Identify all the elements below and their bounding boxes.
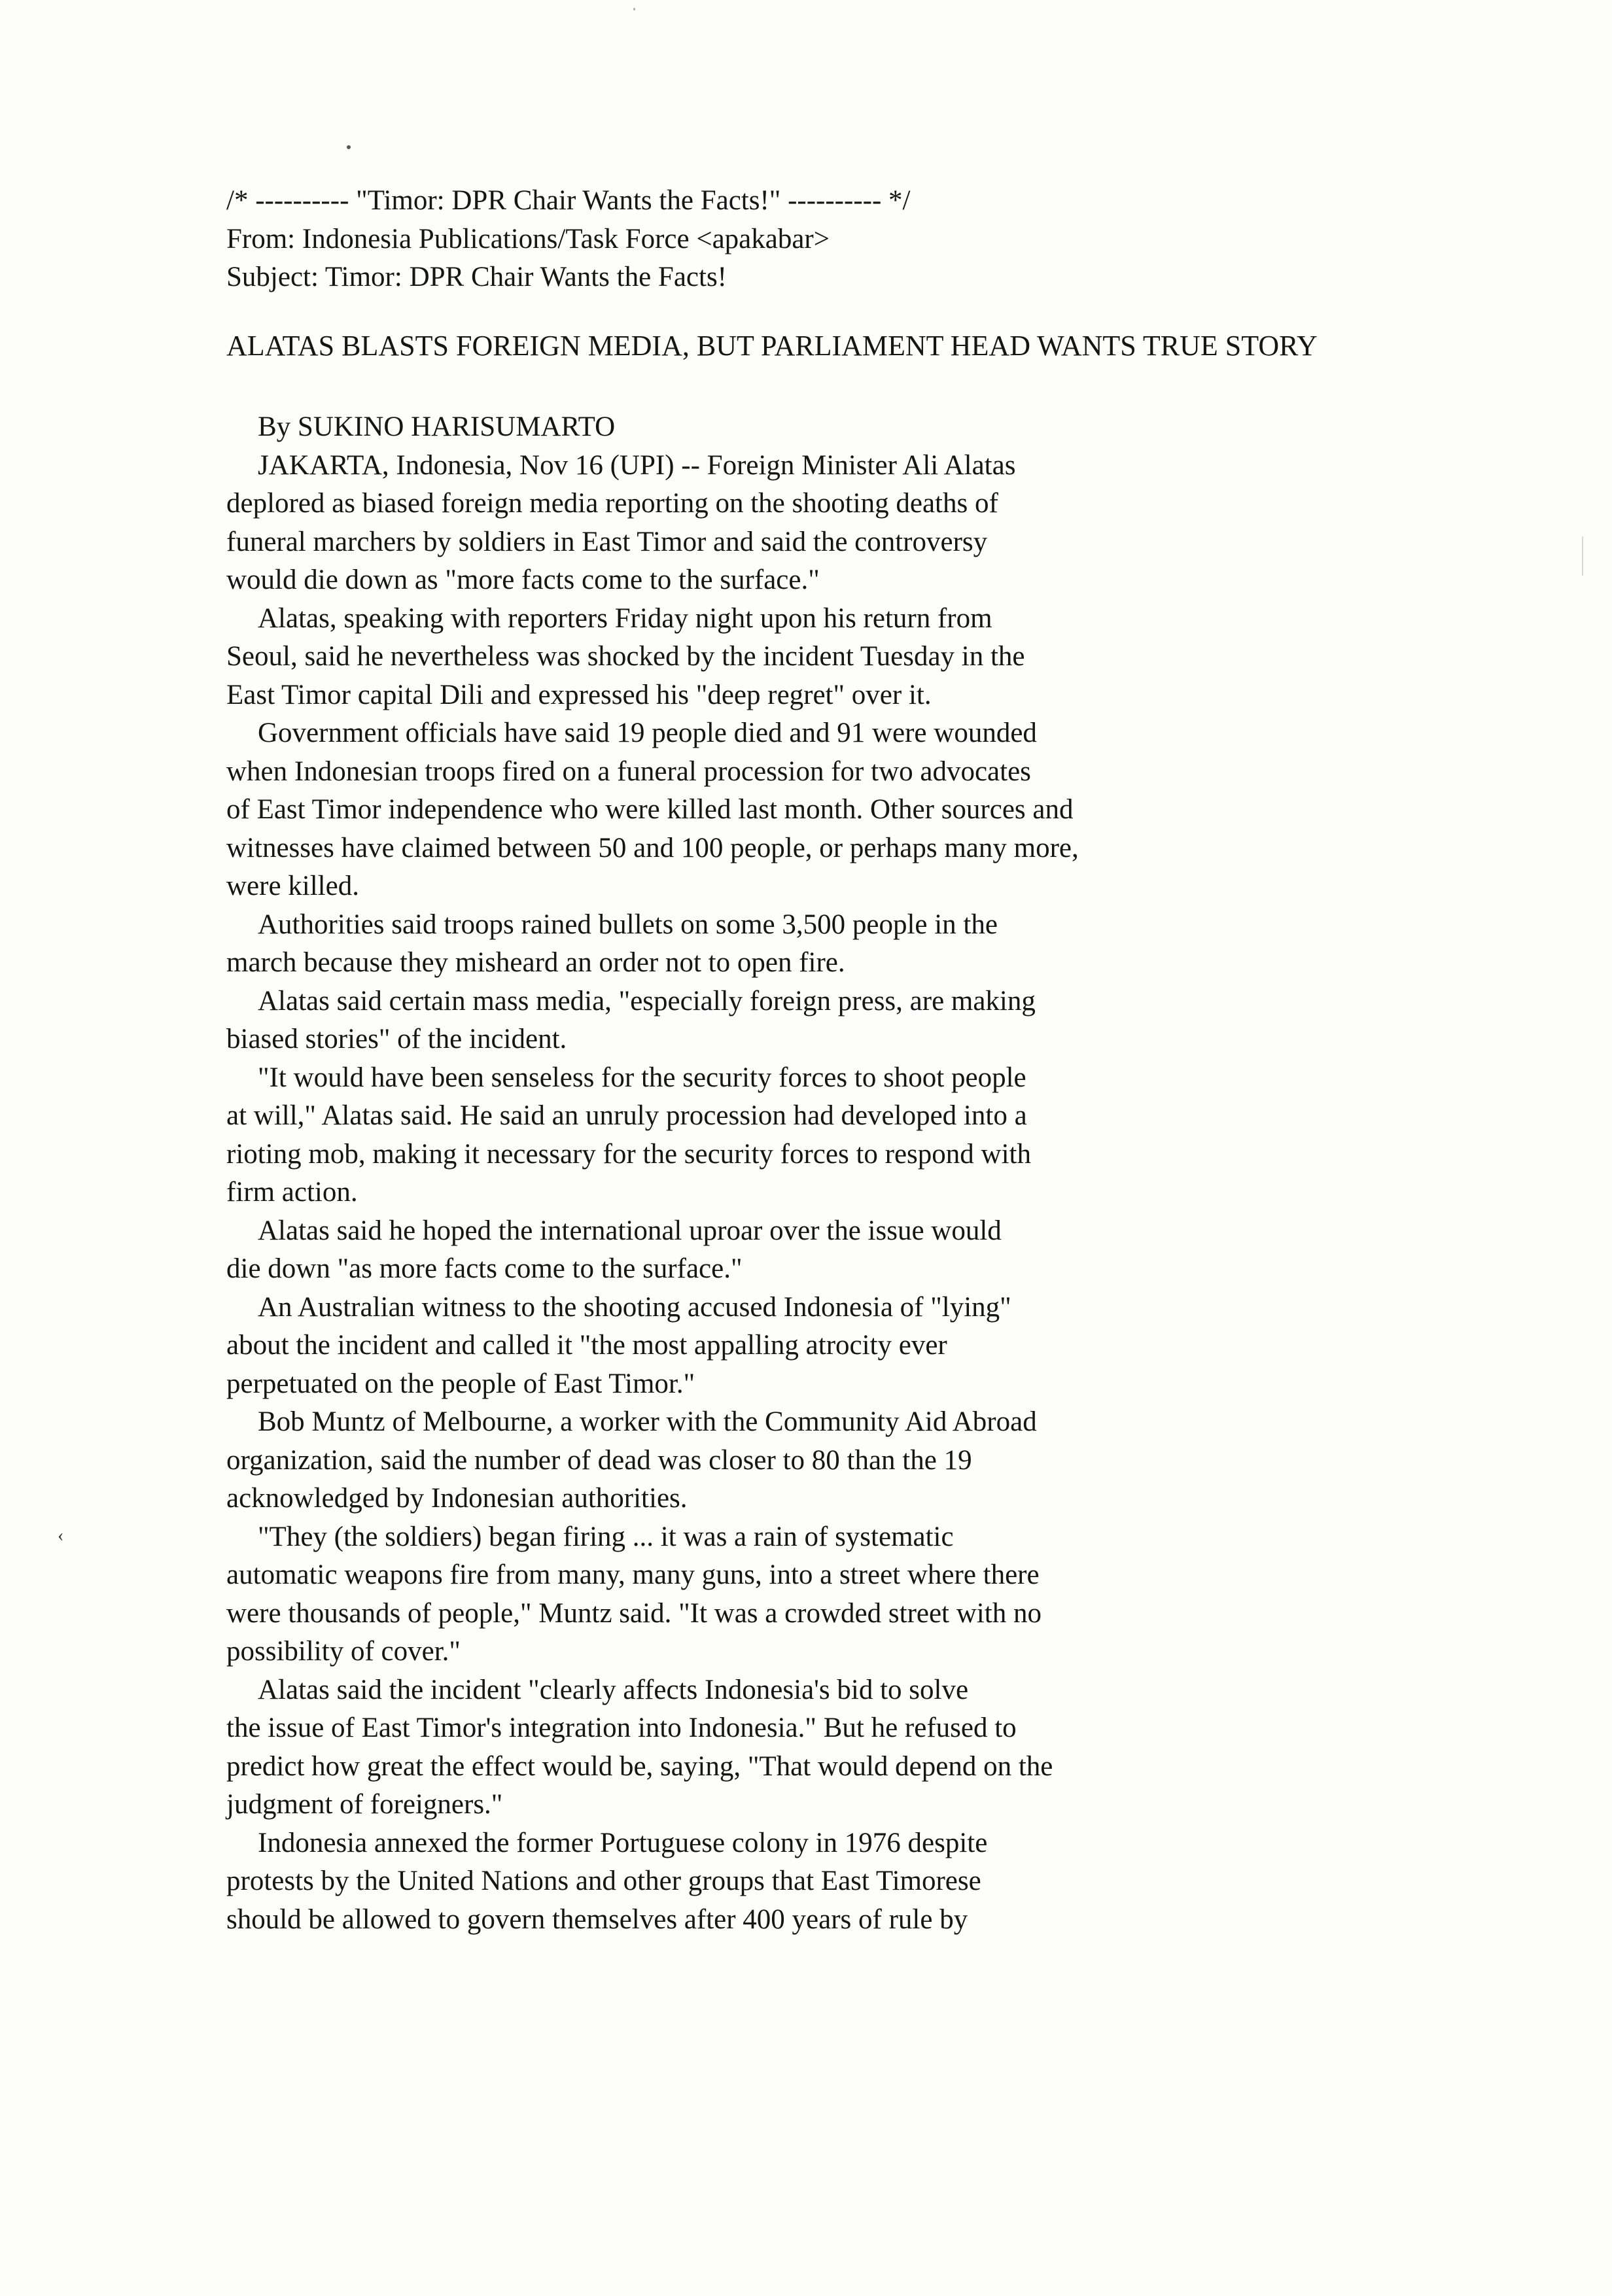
article-text-line: perpetuated on the people of East Timor.": [226, 1368, 695, 1399]
article-text-line: predict how great the effect would be, saying, "That would depend on the: [226, 1750, 1053, 1782]
scan-speck: [347, 145, 351, 149]
article-text-line: deplored as biased foreign media reporting on the shooting deaths of: [226, 488, 998, 519]
article-text-line: "It would have been senseless for the security forces to shoot people: [258, 1062, 1026, 1093]
article-text-line: judgment of foreigners.": [226, 1789, 503, 1820]
article-text-line: were killed.: [226, 871, 359, 901]
email-document: [226, 182, 1528, 1939]
article-headline: ALATAS BLASTS FOREIGN MEDIA, BUT PARLIAMENT HEAD WANTS TRUE STORY: [226, 329, 1318, 362]
article-text-line: would die down as "more facts come to the surface.": [226, 565, 820, 595]
article-text-line: Alatas, speaking with reporters Friday night upon his return from: [258, 602, 992, 634]
article-text-line: Alatas said the incident "clearly affects Indonesia's bid to solve: [258, 1674, 969, 1705]
article-text-line: Government officials have said 19 people died and 91 were wounded: [258, 718, 1037, 748]
article-text-line: biased stories" of the incident.: [226, 1024, 567, 1054]
margin-mark: ‹: [58, 1525, 64, 1546]
article-text-line: East Timor capital Dili and expressed his "deep regret" over it.: [226, 679, 932, 710]
article-body: [226, 447, 1528, 1939]
article-text-line: were thousands of people," Muntz said. "It was a crowded street with no: [226, 1597, 1042, 1629]
article-text-line: Authorities said troops rained bullets on some 3,500 people in the: [258, 909, 998, 940]
article-text-line: protests by the United Nations and other groups that East Timorese: [226, 1866, 981, 1896]
article-byline: By SUKINO HARISUMARTO: [258, 411, 616, 442]
scan-artifact-line: [1582, 536, 1583, 576]
article-text-line: Alatas said he hoped the international uproar over the issue would: [258, 1215, 1002, 1246]
article-text-line: march because they misheard an order not to open fire.: [226, 947, 845, 978]
article-text-line: automatic weapons fire from many, many guns, into a street where there: [226, 1559, 1040, 1590]
article-text-line: when Indonesian troops fired on a funeral procession for two advocates: [226, 756, 1031, 787]
spacer: [226, 297, 1528, 324]
article-text-line: An Australian witness to the shooting accused Indonesia of "lying": [258, 1291, 1011, 1323]
article-text-line: the issue of East Timor's integration into Indonesia." But he refused to: [226, 1713, 1017, 1743]
article-text-line: Bob Muntz of Melbourne, a worker with the Community Aid Abroad: [258, 1406, 1037, 1437]
article-text-line: JAKARTA, Indonesia, Nov 16 (UPI) -- Foreign Minister Ali Alatas: [258, 449, 1016, 481]
article-text-line: acknowledged by Indonesian authorities.: [226, 1483, 688, 1514]
header-separator: /* ---------- "Timor: DPR Chair Wants the Facts!" ---------- */: [226, 185, 911, 216]
article-text-line: about the incident and called it "the most appalling atrocity ever: [226, 1330, 947, 1361]
article-text-line: Indonesia annexed the former Portuguese colony in 1976 despite: [258, 1827, 988, 1858]
spacer: [226, 365, 1528, 408]
article-text-line: funeral marchers by soldiers in East Timor and said the controversy: [226, 526, 988, 557]
article-text-line: at will," Alatas said. He said an unruly procession had developed into a: [226, 1100, 1027, 1131]
article-text-line: organization, said the number of dead was closer to 80 than the 19: [226, 1444, 972, 1476]
article-text-line: Seoul, said he nevertheless was shocked by the incident Tuesday in the: [226, 641, 1025, 672]
article-text-line: firm action.: [226, 1177, 358, 1208]
article-text-line: possibility of cover.": [226, 1636, 461, 1667]
scan-speck: [633, 8, 635, 10]
article-text-line: of East Timor independence who were killed last month. Other sources and: [226, 794, 1074, 825]
subject-line: Subject: Timor: DPR Chair Wants the Facts!: [226, 262, 727, 292]
article-text-line: rioting mob, making it necessary for the security forces to respond with: [226, 1138, 1031, 1170]
article-text-line: die down "as more facts come to the surface.": [226, 1253, 743, 1284]
article-text-line: witnesses have claimed between 50 and 100 people, or perhaps many more,: [226, 832, 1079, 863]
from-line: From: Indonesia Publications/Task Force <apakabar>: [226, 223, 830, 254]
article-text-line: Alatas said certain mass media, "especially foreign press, are making: [258, 985, 1036, 1017]
article-text-line: "They (the soldiers) began firing ... it was a rain of systematic: [258, 1521, 954, 1552]
article-text-line: should be allowed to govern themselves after 400 years of rule by: [226, 1904, 968, 1935]
